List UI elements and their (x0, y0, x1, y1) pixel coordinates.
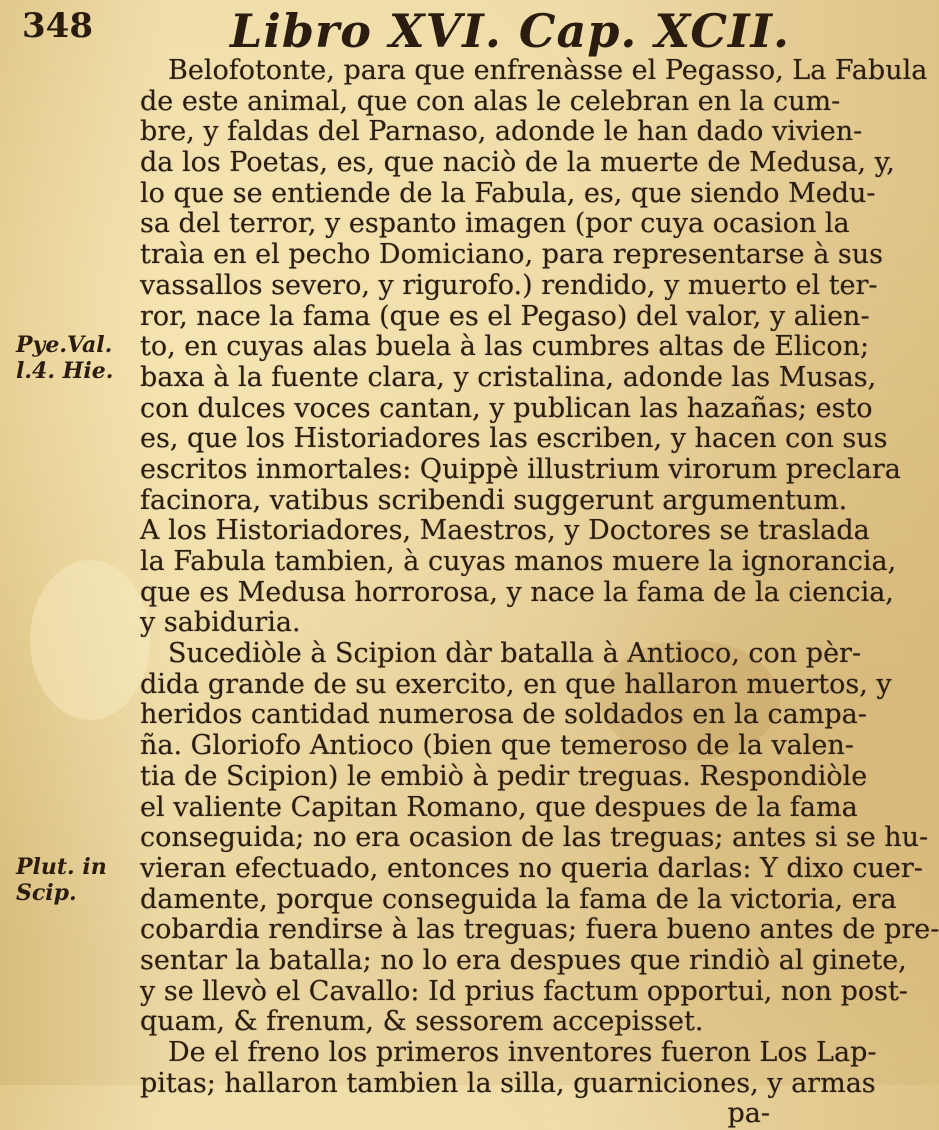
text-line: vassallos severo, y rigurofo.) rendido, y muerto el ter- (140, 269, 878, 301)
text-line: dida grande de su exercito, en que hallaron muertos, y (140, 668, 892, 700)
text-line: de este animal, que con alas le celebran en la cum- (140, 85, 841, 117)
text-line: A los Historiadores, Maestros, y Doctores se traslada (140, 515, 870, 547)
text-line: ror, nace la fama (que es el Pegaso) del valor, y alien- (140, 300, 870, 332)
text-line: vieran efectuado, entonces no queria darlas: Y dixo cuer- (140, 852, 923, 884)
text-line: escritos inmortales: Quippè illustrium virorum preclara (140, 453, 901, 485)
text-line: De el freno los primeros inventores fueron Los Lap- (168, 1037, 877, 1068)
text-line: quam, & frenum, & sessorem accepisset. (140, 1006, 704, 1038)
text-line: tia de Scipion) le embiò à pedir treguas. Respondiòle (140, 760, 868, 792)
text-line: damente, porque conseguida la fama de la victoria, era (140, 883, 897, 915)
text-line: baxa à la fuente clara, y cristalina, adonde las Musas, (140, 361, 877, 393)
text-line: Sucediòle à Scipion dàr batalla à Antioco, con pèr- (168, 638, 862, 670)
paper-stain (30, 560, 150, 720)
text-line: conseguida; no era ocasion de las treguas; antes si se hu- (140, 822, 929, 854)
text-line: y se llevò el Cavallo: Id prius factum opportui, non post- (140, 975, 908, 1007)
running-title: Libro XVI. Cap. XCII. (230, 4, 790, 58)
text-line: da los Poetas, es, que naciò de la muerte de Medusa, y, (140, 147, 895, 179)
text-line: to, en cuyas alas buela à las cumbres altas de Elicon; (140, 331, 870, 363)
text-line: que es Medusa horrorosa, y nace la fama de la ciencia, (140, 576, 894, 608)
page-number: 348 (22, 6, 93, 46)
text-line: cobardia rendirse à las treguas; fuera bueno antes de pre- (140, 914, 939, 946)
text-line: sa del terror, y espanto imagen (por cuya ocasion la (140, 208, 850, 240)
text-line: pitas; hallaron tambien la silla, guarniciones, y armas (140, 1067, 876, 1099)
text-line: y sabiduria. (140, 607, 301, 639)
text-line: el valiente Capitan Romano, que despues de la fama (140, 791, 858, 823)
text-line: facinora, vatibus scribendi suggerunt argumentum. (140, 484, 848, 516)
margin-note: Plut. in Scip. (16, 854, 107, 906)
text-line: traìa en el pecho Domiciano, para representarse à sus (140, 239, 884, 271)
text-line: pa- (727, 1098, 770, 1130)
text-line: es, que los Historiadores las escriben, y hacen con sus (140, 423, 888, 455)
text-line: heridos cantidad numerosa de soldados en la campa- (140, 699, 867, 731)
text-line: sentar la batalla; no lo era despues que rindiò al ginete, (140, 944, 907, 976)
text-line: bre, y faldas del Parnaso, adonde le han dado vivien- (140, 116, 863, 148)
text-line: Belofotonte, para que enfrenàsse el Pegasso, La Fabula (168, 55, 928, 86)
page-header (0, 4, 800, 58)
text-line: con dulces voces cantan, y publican las hazañas; esto (140, 392, 873, 424)
margin-note: Pye.Val. l.4. Hie. (16, 332, 114, 384)
text-line: lo que se entiende de la Fabula, es, que siendo Medu- (140, 177, 876, 209)
text-line: ña. Gloriofo Antioco (bien que temeroso de la valen- (140, 730, 854, 762)
body-text (140, 55, 939, 1130)
text-line: la Fabula tambien, à cuyas manos muere la ignorancia, (140, 546, 897, 577)
